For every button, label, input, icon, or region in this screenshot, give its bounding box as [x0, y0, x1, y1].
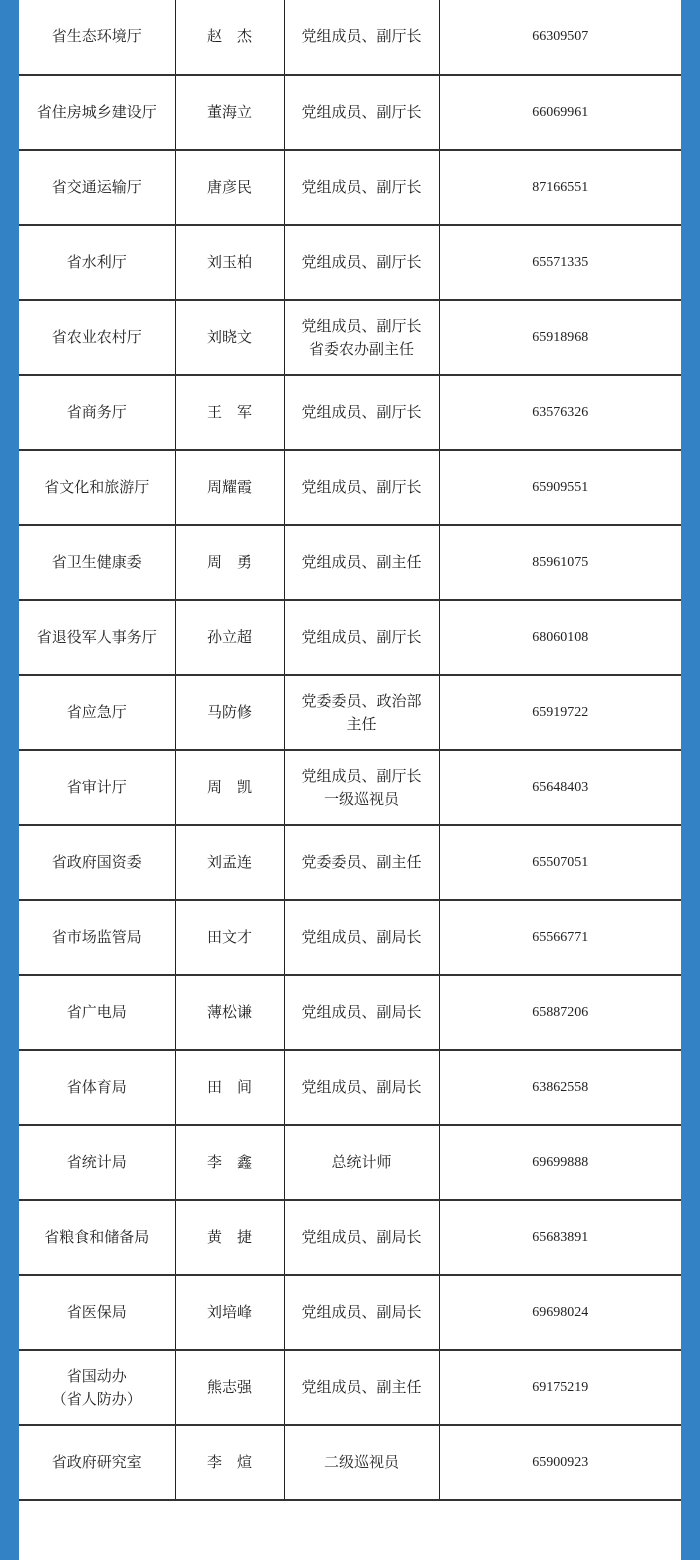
- phone-cell: 65900923: [439, 1425, 681, 1500]
- table-row: [19, 1425, 681, 1500]
- phone-cell: 63862558: [439, 1050, 681, 1125]
- table-row: [19, 1125, 681, 1200]
- table-row: [19, 975, 681, 1050]
- name-cell: 李 鑫: [175, 1125, 284, 1200]
- department-cell: [19, 1350, 175, 1425]
- position-cell: [284, 750, 439, 825]
- table-row: [19, 825, 681, 900]
- table-row: [19, 300, 681, 375]
- dept-line: 省国动办: [66, 1366, 127, 1385]
- name-cell: 黄 捷: [175, 1200, 284, 1275]
- phone-cell: 63576326: [439, 375, 681, 450]
- name-cell: 田文才: [175, 900, 284, 975]
- department-cell: [19, 1425, 175, 1500]
- department-cell: [19, 825, 175, 900]
- position-cell: [284, 1200, 439, 1275]
- table-row: [19, 375, 681, 450]
- table-row: [19, 450, 681, 525]
- position-cell: [284, 675, 439, 750]
- table-row: [19, 150, 681, 225]
- dept-line: 省退役军人事务厅: [36, 628, 157, 646]
- dept-line: 省商务厅: [66, 403, 127, 421]
- position-cell: [284, 450, 439, 525]
- department-cell: [19, 225, 175, 300]
- title-line: 党组成员、副厅长: [301, 103, 422, 121]
- phone-cell: 69175219: [439, 1350, 681, 1425]
- name-cell: 薄松谦: [175, 975, 284, 1050]
- department-cell: [19, 1200, 175, 1275]
- position-cell: [284, 300, 439, 375]
- table-body: [19, 0, 681, 1500]
- dept-line: 省审计厅: [66, 778, 127, 796]
- title-line: 二级巡视员: [323, 1453, 399, 1471]
- department-cell: [19, 150, 175, 225]
- department-cell: [19, 600, 175, 675]
- department-cell: [19, 1050, 175, 1125]
- position-cell: [284, 600, 439, 675]
- table-row: [19, 0, 681, 75]
- table-row: [19, 600, 681, 675]
- name-cell: 董海立: [175, 75, 284, 150]
- dept-line: 省农业农村厅: [51, 328, 142, 346]
- directory-panel: [19, 0, 681, 1560]
- table-row: [19, 225, 681, 300]
- name-cell: 周耀霞: [175, 450, 284, 525]
- table-row: [19, 1200, 681, 1275]
- name-cell: 刘晓文: [175, 300, 284, 375]
- name-cell: 刘孟连: [175, 825, 284, 900]
- dept-line: 省水利厅: [66, 253, 127, 271]
- phone-cell: 65919722: [439, 675, 681, 750]
- name-cell: 刘玉柏: [175, 225, 284, 300]
- name-cell: 李 煊: [175, 1425, 284, 1500]
- name-cell: 周 凯: [175, 750, 284, 825]
- position-cell: [284, 525, 439, 600]
- dept-line: 省卫生健康委: [51, 553, 142, 571]
- department-cell: [19, 525, 175, 600]
- phone-cell: 69698024: [439, 1275, 681, 1350]
- title-line: 省委农办副主任: [308, 339, 414, 358]
- position-cell: [284, 1350, 439, 1425]
- name-cell: 周 勇: [175, 525, 284, 600]
- title-line: 总统计师: [331, 1153, 392, 1171]
- title-line: 党组成员、副厅长: [301, 178, 422, 196]
- title-line: 党组成员、副厅长: [301, 27, 422, 45]
- dept-line: 省广电局: [66, 1003, 127, 1021]
- position-cell: [284, 1275, 439, 1350]
- phone-cell: 65887206: [439, 975, 681, 1050]
- title-line: 党组成员、副局长: [301, 1078, 422, 1096]
- dept-line: 省粮食和储备局: [44, 1228, 150, 1246]
- name-cell: 熊志强: [175, 1350, 284, 1425]
- table-row: [19, 1275, 681, 1350]
- position-cell: [284, 0, 439, 75]
- title-line: 党组成员、副局长: [301, 1003, 422, 1021]
- title-line: 党组成员、副厅长: [301, 478, 422, 496]
- name-cell: 孙立超: [175, 600, 284, 675]
- title-line: 党组成员、副厅长: [301, 316, 422, 335]
- dept-line: 省应急厅: [66, 703, 127, 721]
- position-cell: [284, 1125, 439, 1200]
- phone-cell: 66309507: [439, 0, 681, 75]
- position-cell: [284, 225, 439, 300]
- position-cell: [284, 825, 439, 900]
- title-line: 党组成员、副局长: [301, 1228, 422, 1246]
- department-cell: [19, 75, 175, 150]
- department-cell: [19, 300, 175, 375]
- phone-cell: 68060108: [439, 600, 681, 675]
- position-cell: [284, 375, 439, 450]
- phone-cell: 65571335: [439, 225, 681, 300]
- dept-line: 省住房城乡建设厅: [36, 103, 157, 121]
- department-cell: [19, 450, 175, 525]
- title-line: 党组成员、副主任: [301, 1378, 422, 1396]
- dept-line: 省文化和旅游厅: [44, 478, 150, 496]
- name-cell: 唐彦民: [175, 150, 284, 225]
- table-row: [19, 750, 681, 825]
- department-cell: [19, 975, 175, 1050]
- position-cell: [284, 1050, 439, 1125]
- position-cell: [284, 900, 439, 975]
- dept-line: 省交通运输厅: [51, 178, 142, 196]
- phone-cell: 66069961: [439, 75, 681, 150]
- name-cell: 田 间: [175, 1050, 284, 1125]
- department-cell: [19, 375, 175, 450]
- name-cell: 王 军: [175, 375, 284, 450]
- phone-cell: 65683891: [439, 1200, 681, 1275]
- department-cell: [19, 0, 175, 75]
- dept-line: 省生态环境厅: [51, 27, 142, 45]
- title-line: 党委委员、政治部: [301, 691, 422, 710]
- position-cell: [284, 150, 439, 225]
- dept-line: 省医保局: [66, 1303, 127, 1321]
- phone-cell: 65507051: [439, 825, 681, 900]
- phone-cell: 87166551: [439, 150, 681, 225]
- table-row: [19, 525, 681, 600]
- title-line: 党组成员、副厅长: [301, 628, 422, 646]
- table-row: [19, 1050, 681, 1125]
- phone-cell: 69699888: [439, 1125, 681, 1200]
- name-cell: 刘培峰: [175, 1275, 284, 1350]
- department-cell: [19, 750, 175, 825]
- name-cell: 赵 杰: [175, 0, 284, 75]
- title-line: 党组成员、副局长: [301, 1303, 422, 1321]
- dept-line: 省政府国资委: [51, 853, 142, 871]
- position-cell: [284, 975, 439, 1050]
- phone-cell: 65918968: [439, 300, 681, 375]
- title-line: 党委委员、副主任: [301, 853, 422, 871]
- contact-directory-table: [19, 0, 681, 1501]
- title-line: 党组成员、副厅长: [301, 403, 422, 421]
- phone-cell: 65909551: [439, 450, 681, 525]
- dept-line: 省市场监管局: [51, 928, 142, 946]
- title-line: 党组成员、副厅长: [301, 253, 422, 271]
- department-cell: [19, 675, 175, 750]
- phone-cell: 65648403: [439, 750, 681, 825]
- title-line: 党组成员、副局长: [301, 928, 422, 946]
- title-line: 党组成员、副主任: [301, 553, 422, 571]
- table-row: [19, 1350, 681, 1425]
- position-cell: [284, 75, 439, 150]
- title-line: 一级巡视员: [323, 789, 399, 808]
- title-line: 党组成员、副厅长: [301, 766, 422, 785]
- position-cell: [284, 1425, 439, 1500]
- table-row: [19, 75, 681, 150]
- phone-cell: 85961075: [439, 525, 681, 600]
- phone-cell: 65566771: [439, 900, 681, 975]
- title-line: 主任: [346, 714, 377, 733]
- dept-line: 省统计局: [66, 1153, 127, 1171]
- department-cell: [19, 1275, 175, 1350]
- table-row: [19, 675, 681, 750]
- dept-line: （省人防办）: [51, 1389, 142, 1408]
- table-row: [19, 900, 681, 975]
- department-cell: [19, 900, 175, 975]
- dept-line: 省政府研究室: [51, 1453, 142, 1471]
- department-cell: [19, 1125, 175, 1200]
- dept-line: 省体育局: [66, 1078, 127, 1096]
- name-cell: 马防修: [175, 675, 284, 750]
